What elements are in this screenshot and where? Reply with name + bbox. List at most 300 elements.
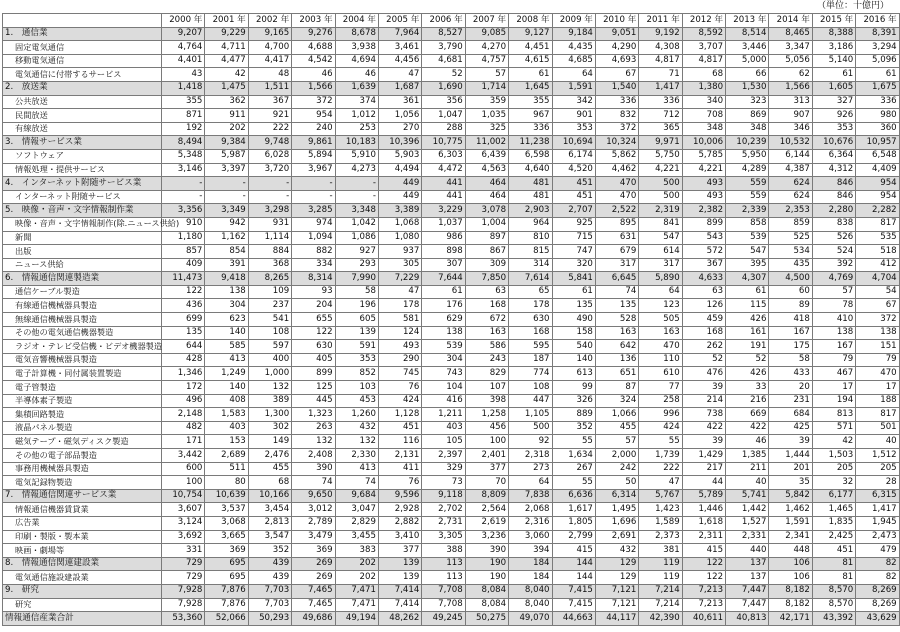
value-cell: 47 <box>639 476 682 490</box>
value-cell: 931 <box>248 217 291 231</box>
value-cell: 365 <box>639 122 682 136</box>
row-label: 3. 情報サービス業 <box>3 136 162 150</box>
category-row <box>3 177 900 191</box>
table-row <box>3 408 900 422</box>
value-cell: 8,269 <box>856 598 899 612</box>
value-cell: 493 <box>378 340 421 354</box>
value-cell: 53,360 <box>162 612 205 626</box>
value-cell: 4,451 <box>509 41 552 55</box>
value-cell: 441 <box>422 190 465 204</box>
value-cell: 390 <box>465 544 508 558</box>
value-cell: 1,249 <box>205 367 248 381</box>
value-cell: 346 <box>769 122 812 136</box>
value-cell: 699 <box>162 313 205 327</box>
value-cell: 5,987 <box>205 149 248 163</box>
value-cell: 500 <box>639 190 682 204</box>
value-cell: 49,245 <box>422 612 465 626</box>
value-cell: 123 <box>639 299 682 313</box>
value-cell: 73 <box>422 476 465 490</box>
value-cell: 4,456 <box>378 54 421 68</box>
table-body <box>3 27 900 625</box>
value-cell: 63 <box>682 285 725 299</box>
value-cell: 6,636 <box>552 489 595 503</box>
value-cell: 4,312 <box>812 163 855 177</box>
value-cell: 9,684 <box>335 489 378 503</box>
value-cell: 175 <box>769 340 812 354</box>
value-cell: 841 <box>639 217 682 231</box>
value-cell: 355 <box>509 95 552 109</box>
value-cell: 140 <box>205 326 248 340</box>
value-cell: 898 <box>422 245 465 259</box>
value-cell: 135 <box>552 299 595 313</box>
value-cell: 5,348 <box>162 149 205 163</box>
value-cell: 490 <box>552 313 595 327</box>
value-cell: 81 <box>812 557 855 571</box>
value-cell: 7,850 <box>465 272 508 286</box>
value-cell: 144 <box>552 557 595 571</box>
value-cell: 8,084 <box>465 584 508 598</box>
value-cell: 50 <box>595 476 638 490</box>
value-cell: 4,615 <box>509 54 552 68</box>
row-label: 映画・劇場等 <box>3 544 162 558</box>
year-header-cell: 2007 年 <box>465 14 508 28</box>
table-row <box>3 381 900 395</box>
value-cell: 2,341 <box>769 530 812 544</box>
value-cell: 5,890 <box>639 272 682 286</box>
value-cell: 71 <box>639 68 682 82</box>
value-cell: 1,675 <box>856 81 899 95</box>
value-cell: 729 <box>162 571 205 585</box>
value-cell: 910 <box>162 217 205 231</box>
value-cell: 7,213 <box>682 584 725 598</box>
value-cell: 655 <box>292 313 335 327</box>
value-cell: 403 <box>205 421 248 435</box>
value-cell: 2,689 <box>205 449 248 463</box>
value-cell: 10,676 <box>812 136 855 150</box>
value-cell: 55 <box>552 476 595 490</box>
row-label: 事務用機械器具製造 <box>3 462 162 476</box>
value-cell: 178 <box>378 299 421 313</box>
value-cell: 10,006 <box>682 136 725 150</box>
value-cell: 70 <box>465 476 508 490</box>
value-cell: 302 <box>248 421 291 435</box>
value-cell: 1,739 <box>639 449 682 463</box>
value-cell: 8,494 <box>162 136 205 150</box>
value-cell: 309 <box>465 258 508 272</box>
value-cell: 436 <box>162 299 205 313</box>
value-cell: 2,131 <box>378 449 421 463</box>
value-cell: 5,750 <box>639 149 682 163</box>
unit-note: （単位：十億円） <box>816 1 889 11</box>
value-cell: 629 <box>422 313 465 327</box>
value-cell: 52 <box>682 353 725 367</box>
value-cell: 144 <box>552 571 595 585</box>
row-label: 4. インターネット附随サービス業 <box>3 177 162 191</box>
value-cell: 1,495 <box>595 503 638 517</box>
value-cell: 172 <box>162 381 205 395</box>
value-cell: 899 <box>682 217 725 231</box>
value-cell: 439 <box>248 557 291 571</box>
value-cell: 369 <box>205 544 248 558</box>
year-header-cell: 2013 年 <box>726 14 769 28</box>
row-label: その他の電気通信機器製造 <box>3 326 162 340</box>
value-cell: 240 <box>292 122 335 136</box>
value-cell: 1,380 <box>682 81 725 95</box>
year-header-cell: 2006 年 <box>422 14 465 28</box>
value-cell: 43,629 <box>856 612 899 626</box>
value-cell: 3,236 <box>465 530 508 544</box>
value-cell: 2,789 <box>292 516 335 530</box>
value-cell: 4,757 <box>465 54 508 68</box>
value-cell: 907 <box>769 109 812 123</box>
year-header-cell: 2004 年 <box>335 14 378 28</box>
value-cell: 100 <box>162 476 205 490</box>
category-row <box>3 272 900 286</box>
row-label: 無線通信機械器具製造 <box>3 313 162 327</box>
row-label: 5. 映像・音声・文字情報制作業 <box>3 204 162 218</box>
year-header-row <box>3 14 900 28</box>
value-cell: 5,767 <box>639 489 682 503</box>
value-cell: 4,681 <box>422 54 465 68</box>
category-row <box>3 27 900 41</box>
value-cell: 528 <box>595 313 638 327</box>
value-cell: 10,754 <box>162 489 205 503</box>
value-cell: 547 <box>726 245 769 259</box>
value-cell: 10,396 <box>378 136 421 150</box>
value-cell: 269 <box>292 557 335 571</box>
value-cell: 163 <box>465 326 508 340</box>
value-cell: 7,471 <box>335 598 378 612</box>
value-cell: 119 <box>639 557 682 571</box>
value-cell: 4,769 <box>812 272 855 286</box>
value-cell: 954 <box>856 190 899 204</box>
value-cell: 8,391 <box>856 27 899 41</box>
value-cell: 258 <box>639 394 682 408</box>
row-label: 電気記録物製造 <box>3 476 162 490</box>
value-cell: 9,085 <box>465 27 508 41</box>
value-cell: 1,066 <box>595 408 638 422</box>
value-cell: 897 <box>465 231 508 245</box>
value-cell: 426 <box>726 367 769 381</box>
value-cell: 2,813 <box>248 516 291 530</box>
value-cell: 524 <box>812 245 855 259</box>
row-label: 9. 研究 <box>3 584 162 598</box>
value-cell: 817 <box>856 408 899 422</box>
value-cell: 262 <box>682 340 725 354</box>
value-cell: 747 <box>552 245 595 259</box>
total-row <box>3 612 900 626</box>
value-cell: 398 <box>465 394 508 408</box>
value-cell: 9,229 <box>205 27 248 41</box>
category-row <box>3 204 900 218</box>
value-cell: 105 <box>422 435 465 449</box>
value-cell: 372 <box>292 95 335 109</box>
value-cell: 3,285 <box>292 204 335 218</box>
row-label: 1. 通信業 <box>3 27 162 41</box>
value-cell: 3,078 <box>465 204 508 218</box>
value-cell: 214 <box>682 394 725 408</box>
row-label: 公共放送 <box>3 95 162 109</box>
value-cell: 336 <box>856 95 899 109</box>
value-cell: 6,028 <box>248 149 291 163</box>
value-cell: 63 <box>465 285 508 299</box>
value-cell: 313 <box>769 95 812 109</box>
value-cell: 1,346 <box>162 367 205 381</box>
value-cell: 3,397 <box>205 163 248 177</box>
value-cell: 8,809 <box>465 489 508 503</box>
value-cell: 3,294 <box>856 41 899 55</box>
value-cell: 2,928 <box>378 503 421 517</box>
value-cell: 3,060 <box>509 530 552 544</box>
value-cell: 55 <box>639 435 682 449</box>
value-cell: 42 <box>205 68 248 82</box>
value-cell: 119 <box>639 571 682 585</box>
value-cell: 9,276 <box>292 27 335 41</box>
value-cell: 383 <box>335 544 378 558</box>
value-cell: 1,423 <box>639 503 682 517</box>
value-cell: 470 <box>856 367 899 381</box>
value-cell: 2,522 <box>595 204 638 218</box>
value-cell: 304 <box>422 353 465 367</box>
table-row <box>3 598 900 612</box>
value-cell: 9,127 <box>509 27 552 41</box>
value-cell: 422 <box>726 421 769 435</box>
value-cell: - <box>335 177 378 191</box>
value-cell: 68 <box>682 68 725 82</box>
value-cell: 2,619 <box>465 516 508 530</box>
table-row <box>3 340 900 354</box>
value-cell: 194 <box>812 394 855 408</box>
value-cell: 7,964 <box>378 27 421 41</box>
value-cell: 122 <box>292 326 335 340</box>
value-cell: 64 <box>509 476 552 490</box>
value-cell: 161 <box>726 326 769 340</box>
value-cell: 1,475 <box>205 81 248 95</box>
value-cell: 591 <box>335 340 378 354</box>
row-label: 7. 情報通信関連サービス業 <box>3 489 162 503</box>
value-cell: 293 <box>335 258 378 272</box>
value-cell: 5,950 <box>726 149 769 163</box>
value-cell: 2,000 <box>595 449 638 463</box>
value-cell: 559 <box>726 177 769 191</box>
table-row <box>3 54 900 68</box>
value-cell: 49,686 <box>292 612 335 626</box>
value-cell: 884 <box>248 245 291 259</box>
value-cell: 103 <box>335 381 378 395</box>
value-cell: 129 <box>595 571 638 585</box>
row-label: 半導体素子製造 <box>3 394 162 408</box>
value-cell: 403 <box>422 421 465 435</box>
value-cell: 192 <box>162 122 205 136</box>
value-cell: 304 <box>205 299 248 313</box>
value-cell: 336 <box>639 95 682 109</box>
value-cell: 2,316 <box>509 516 552 530</box>
value-cell: 2,382 <box>682 204 725 218</box>
row-label: 有線放送 <box>3 122 162 136</box>
value-cell: 476 <box>682 367 725 381</box>
value-cell: 39 <box>682 381 725 395</box>
value-cell: 449 <box>378 190 421 204</box>
value-cell: 360 <box>856 122 899 136</box>
value-cell: 77 <box>639 381 682 395</box>
value-cell: 222 <box>248 122 291 136</box>
value-cell: 78 <box>812 299 855 313</box>
value-cell: 132 <box>292 435 335 449</box>
value-cell: 3,012 <box>292 503 335 517</box>
value-cell: 389 <box>248 394 291 408</box>
value-cell: 4,409 <box>856 163 899 177</box>
value-cell: 6,364 <box>812 149 855 163</box>
value-cell: 138 <box>856 326 899 340</box>
value-cell: 535 <box>856 231 899 245</box>
value-cell: 99 <box>552 381 595 395</box>
value-cell: 9,165 <box>248 27 291 41</box>
value-cell: 1,591 <box>552 81 595 95</box>
value-cell: 1,591 <box>769 516 812 530</box>
value-cell: 1,000 <box>248 367 291 381</box>
value-cell: 4,500 <box>769 272 812 286</box>
value-cell: 1,037 <box>422 217 465 231</box>
year-header-cell: 2000 年 <box>162 14 205 28</box>
value-cell: 4,817 <box>682 54 725 68</box>
value-cell: 151 <box>856 340 899 354</box>
value-cell: 314 <box>509 258 552 272</box>
value-cell: 4,289 <box>726 163 769 177</box>
value-cell: 290 <box>378 353 421 367</box>
value-cell: 64 <box>639 285 682 299</box>
value-cell: 605 <box>335 313 378 327</box>
value-cell: 8,465 <box>769 27 812 41</box>
value-cell: 869 <box>726 109 769 123</box>
value-cell: 684 <box>769 408 812 422</box>
value-cell: 269 <box>292 571 335 585</box>
value-cell: 188 <box>856 394 899 408</box>
value-cell: 42,390 <box>639 612 682 626</box>
value-cell: 445 <box>292 394 335 408</box>
value-cell: 176 <box>422 299 465 313</box>
row-label: 研究 <box>3 598 162 612</box>
value-cell: 58 <box>335 285 378 299</box>
value-cell: 3,537 <box>205 503 248 517</box>
value-cell: 80 <box>205 476 248 490</box>
value-cell: 7,703 <box>248 598 291 612</box>
value-cell: 64 <box>552 68 595 82</box>
value-cell: 10,324 <box>595 136 638 150</box>
value-cell: 1,566 <box>292 81 335 95</box>
value-cell: 7,121 <box>595 598 638 612</box>
value-cell: 9,118 <box>422 489 465 503</box>
value-cell: 7,121 <box>595 584 638 598</box>
year-header-cell: 2015 年 <box>812 14 855 28</box>
value-cell: 2,564 <box>465 503 508 517</box>
value-cell: 211 <box>726 462 769 476</box>
value-cell: 8,084 <box>465 598 508 612</box>
value-cell: 534 <box>769 245 812 259</box>
value-cell: 539 <box>726 231 769 245</box>
value-cell: 108 <box>509 381 552 395</box>
value-cell: 695 <box>205 557 248 571</box>
value-cell: 109 <box>248 285 291 299</box>
value-cell: 425 <box>769 421 812 435</box>
value-cell: 253 <box>335 122 378 136</box>
value-cell: 2,408 <box>292 449 335 463</box>
value-cell: 9,051 <box>595 27 638 41</box>
value-cell: 46 <box>726 435 769 449</box>
value-cell: 623 <box>205 313 248 327</box>
table-row <box>3 231 900 245</box>
value-cell: 305 <box>378 258 421 272</box>
value-cell: 501 <box>856 421 899 435</box>
value-cell: 3,348 <box>335 204 378 218</box>
industry-output-table <box>2 13 900 626</box>
value-cell: 815 <box>509 245 552 259</box>
value-cell: 7,447 <box>726 584 769 598</box>
value-cell: 40 <box>726 476 769 490</box>
value-cell: 1,094 <box>292 231 335 245</box>
value-cell: - <box>248 190 291 204</box>
value-cell: 52,066 <box>205 612 248 626</box>
value-cell: 377 <box>378 544 421 558</box>
value-cell: 137 <box>726 557 769 571</box>
table-row <box>3 435 900 449</box>
value-cell: 1,540 <box>595 81 638 95</box>
value-cell: 539 <box>422 340 465 354</box>
value-cell: 7,703 <box>248 584 291 598</box>
value-cell: 1,211 <box>422 408 465 422</box>
value-cell: 1,805 <box>552 516 595 530</box>
value-cell: 1,503 <box>812 449 855 463</box>
header-corner <box>3 14 162 28</box>
value-cell: 108 <box>248 326 291 340</box>
value-cell: 2,282 <box>856 204 899 218</box>
value-cell: 882 <box>292 245 335 259</box>
value-cell: 348 <box>726 122 769 136</box>
value-cell: 415 <box>552 544 595 558</box>
row-label: 電子計算機・同付属装置製造 <box>3 367 162 381</box>
value-cell: - <box>205 190 248 204</box>
value-cell: 394 <box>509 544 552 558</box>
value-cell: 374 <box>335 95 378 109</box>
value-cell: 217 <box>682 462 725 476</box>
year-header-cell: 2009 年 <box>552 14 595 28</box>
value-cell: 3,938 <box>335 41 378 55</box>
value-cell: 28 <box>856 476 899 490</box>
value-cell: 47 <box>378 68 421 82</box>
value-cell: 586 <box>465 340 508 354</box>
table-row <box>3 217 900 231</box>
value-cell: 2,318 <box>509 449 552 463</box>
value-cell: 482 <box>162 421 205 435</box>
value-cell: 4,221 <box>682 163 725 177</box>
value-cell: 3,229 <box>422 204 465 218</box>
value-cell: 4,221 <box>639 163 682 177</box>
value-cell: 4,477 <box>205 54 248 68</box>
value-cell: 43,392 <box>812 612 855 626</box>
value-cell: 2,473 <box>856 530 899 544</box>
value-cell: 132 <box>248 381 291 395</box>
value-cell: 1,687 <box>378 81 421 95</box>
table-row <box>3 41 900 55</box>
value-cell: 644 <box>162 340 205 354</box>
value-cell: 324 <box>595 394 638 408</box>
value-cell: 9,971 <box>639 136 682 150</box>
category-row <box>3 584 900 598</box>
row-label: 電気通信に付帯するサービス <box>3 68 162 82</box>
value-cell: 774 <box>509 367 552 381</box>
value-cell: 81 <box>812 571 855 585</box>
value-cell: 54 <box>856 285 899 299</box>
value-cell: 585 <box>205 340 248 354</box>
